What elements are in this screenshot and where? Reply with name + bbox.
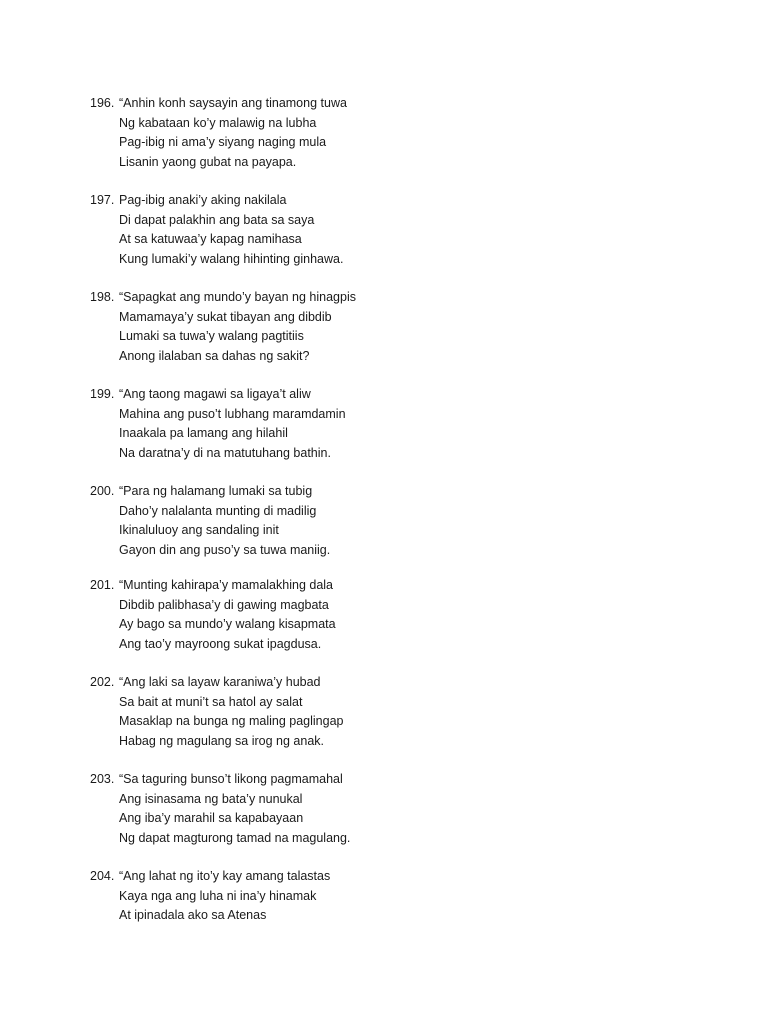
stanza-line: Kaya nga ang luha ni ina’y hinamak	[119, 888, 317, 903]
stanza-line: Ang tao’y mayroong sukat ipagdusa.	[119, 636, 322, 651]
stanza-line: Ikinaluluoy ang sandaling init	[119, 523, 279, 537]
stanza-number: 198.	[90, 290, 115, 304]
stanza-line: Ng kabataan ko’y malawig na lubha	[119, 115, 317, 130]
stanza-198	[90, 288, 690, 366]
stanza-line: Ng dapat magturong tamad na magulang.	[119, 830, 351, 845]
stanza-196	[90, 94, 690, 172]
stanza-line: Anong ilalaban sa dahas ng sakit?	[119, 348, 310, 363]
stanza-number: 196.	[90, 96, 115, 110]
stanza-number: 204.	[90, 869, 115, 883]
stanza-number: 201.	[90, 578, 115, 592]
stanza-line: 204. “Ang lahat ng ito’y kay amang talastas	[90, 867, 690, 887]
stanza-line: Ay bago sa mundo’y walang kisapmata	[119, 617, 336, 631]
stanza-line: Lisanin yaong gubat na payapa.	[119, 154, 297, 169]
stanza-line: 196. “Anhin konh saysayin ang tinamong tuwa	[90, 94, 690, 114]
stanza-number: 197.	[90, 193, 115, 207]
stanza-204	[90, 867, 690, 926]
stanza-line: Daho’y nalalanta munting di madilig	[119, 503, 317, 518]
stanza-line: At sa katuwaa’y kapag namihasa	[119, 232, 302, 246]
stanza-200	[90, 482, 690, 560]
stanza-line: Gayon din ang puso’y sa tuwa maniig.	[119, 542, 331, 557]
stanza-number: 199.	[90, 387, 115, 401]
stanza-line: Di dapat palakhin ang bata sa saya	[119, 212, 315, 227]
stanza-line: Mahina ang puso’t lubhang maramdamin	[119, 406, 346, 421]
stanza-197	[90, 191, 690, 269]
stanza-number: 203.	[90, 772, 115, 786]
stanza-number: 202.	[90, 675, 115, 689]
stanza-line: 201. “Munting kahirapa’y mamalakhing dala	[90, 576, 690, 596]
stanza-line: Masaklap na bunga ng maling paglingap	[119, 714, 344, 728]
stanza-line: Pag-ibig ni ama’y siyang naging mula	[119, 135, 327, 149]
stanza-line: 203. “Sa taguring bunso’t likong pagmamahal	[90, 770, 690, 790]
stanza-number: 200.	[90, 484, 115, 498]
stanza-199	[90, 385, 690, 463]
stanza-line: 200. “Para ng halamang lumaki sa tubig	[90, 482, 690, 502]
stanza-line: 198. “Sapagkat ang mundo’y bayan ng hinagpis	[90, 288, 690, 308]
stanza-line: Dibdib palibhasa’y di gawing magbata	[119, 597, 329, 612]
stanza-202	[90, 673, 690, 751]
stanza-line: Lumaki sa tuwa’y walang pagtitiis	[119, 329, 304, 343]
stanza-line: Ang iba’y marahil sa kapabayaan	[119, 811, 304, 825]
stanza-line: Na daratna’y di na matutuhang bathin.	[119, 445, 331, 460]
stanza-line: Habag ng magulang sa irog ng anak.	[119, 733, 325, 748]
stanza-line: 199. “Ang taong magawi sa ligaya’t aliw	[90, 385, 690, 405]
stanza-line: 202. “Ang laki sa layaw karaniwa’y hubad	[90, 673, 690, 693]
stanza-line: Sa bait at muni’t sa hatol ay salat	[119, 694, 303, 709]
stanza-line: 197. Pag-ibig anaki’y aking nakilala	[90, 191, 690, 211]
stanza-201	[90, 576, 690, 654]
stanza-line: Inaakala pa lamang ang hilahil	[119, 426, 288, 440]
stanza-line: Kung lumaki’y walang hihinting ginhawa.	[119, 251, 344, 266]
stanza-line: At ipinadala ako sa Atenas	[119, 908, 267, 922]
stanza-line: Ang isinasama ng bata’y nunukal	[119, 791, 303, 806]
stanza-line: Mamamaya’y sukat tibayan ang dibdib	[119, 309, 332, 324]
stanza-203	[90, 770, 690, 848]
